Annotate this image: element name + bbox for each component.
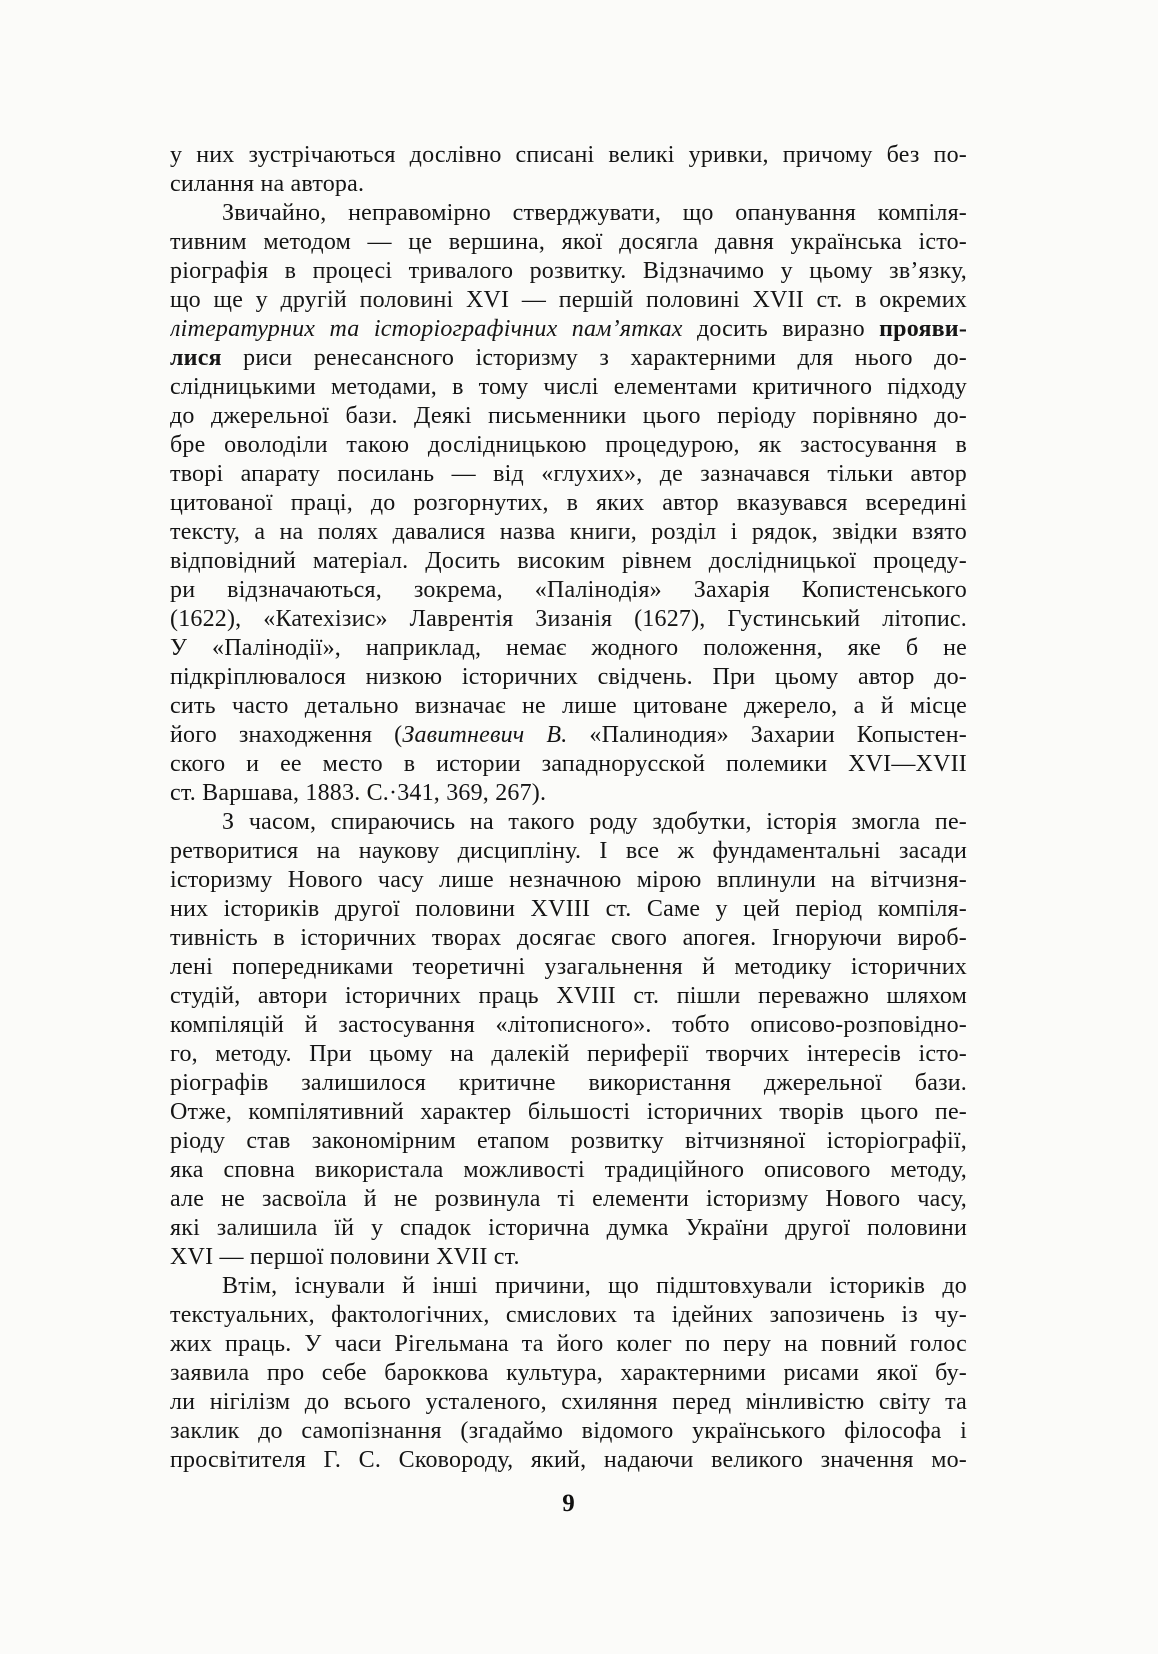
text-segment: ріографів залишилося критичне використання джерельної бази. [170, 1070, 967, 1096]
text-line [170, 1214, 967, 1243]
text-segment: ского и ее место в истории западнорусской полемики XVI—XVII [170, 751, 967, 777]
text-line [170, 1388, 967, 1417]
text-line [170, 837, 967, 866]
text-segment: компіляцій й застосування «літописного». тобто описово-розповідно- [170, 1012, 967, 1038]
text-line [170, 1185, 967, 1214]
text-line [170, 460, 967, 489]
text-segment: З часом, спираючись на такого роду здобутки, історія змогла пе- [222, 809, 967, 835]
text-line [170, 924, 967, 953]
text-segment: слідницькими методами, в тому числі елементами критичного підходу [170, 374, 967, 400]
text-segment: студій, автори історичних праць XVIII ст. пішли переважно шляхом [170, 983, 967, 1009]
text-line [170, 257, 967, 286]
text-line [170, 1243, 967, 1272]
text-segment: них істориків другої половини XVIII ст. Саме у цей період компіля- [170, 896, 967, 922]
text-segment: Звичайно, неправомірно стверджувати, що опанування компіля- [222, 200, 967, 226]
text-line [170, 1040, 967, 1069]
text-line [170, 1069, 967, 1098]
text-line [170, 692, 967, 721]
text-segment: текстуальних, фактологічних, смислових та ідейних запозичень із чу- [170, 1302, 967, 1328]
text-line [170, 141, 967, 170]
text-segment: тивність в історичних творах досягає свого апогея. Ігноруючи вироб- [170, 925, 967, 951]
text-segment: творі апарату посилань — від «глухих», де зазначався тільки автор [170, 461, 967, 487]
text-segment: лися [170, 345, 222, 371]
text-line [170, 547, 967, 576]
text-segment: у них зустрічаються дослівно списані великі уривки, причому без по- [170, 142, 967, 168]
text-segment: прояви- [879, 316, 967, 342]
text-segment: Завитневич В. [402, 722, 568, 748]
text-line [170, 431, 967, 460]
text-line [170, 170, 967, 199]
page-number: 9 [562, 1490, 575, 1517]
text-line [170, 866, 967, 895]
text-segment: заклик до самопізнання (згадаймо відомого українського філософа і [170, 1418, 967, 1444]
text-line [170, 1301, 967, 1330]
text-line [170, 634, 967, 663]
text-segment: відповідний матеріал. Досить високим рівнем дослідницької процеду- [170, 548, 967, 574]
text-line [170, 199, 967, 228]
text-line [170, 779, 967, 808]
text-line [170, 315, 967, 344]
text-segment: підкріплювалося низкою історичних свідчень. При цьому автор до- [170, 664, 967, 690]
text-line [170, 605, 967, 634]
text-segment: бре оволоділи такою дослідницькою процедурою, як застосування в [170, 432, 967, 458]
text-line [170, 1417, 967, 1446]
text-line [170, 1098, 967, 1127]
text-segment: ріоду став закономірним етапом розвитку вітчизняної історіографії, [170, 1128, 967, 1154]
text-line [170, 373, 967, 402]
text-segment: лені попередниками теоретичні узагальнення й методику історичних [170, 954, 967, 980]
text-segment: риси ренесансного історизму з характерними для нього до- [221, 345, 967, 371]
text-segment: жих праць. У часи Рігельмана та його колег по перу на повний голос [170, 1331, 967, 1357]
text-segment: Отже, компілятивний характер більшості історичних творів цього пе- [170, 1099, 967, 1125]
text-segment: яка сповна використала можливості традиційного описового методу, [170, 1157, 967, 1183]
text-segment: досить виразно [682, 316, 880, 342]
text-segment: тивним методом — це вершина, якої досягла давня українська істо- [170, 229, 967, 255]
text-line [170, 402, 967, 431]
text-segment: го, методу. При цьому на далекій периферії творчих інтересів істо- [170, 1041, 967, 1067]
text-line [170, 344, 967, 373]
text-segment: але не засвоїла й не розвинула ті елементи історизму Нового часу, [170, 1186, 967, 1212]
text-line [170, 228, 967, 257]
text-line [170, 1330, 967, 1359]
text-segment: просвітителя Г. С. Сковороду, який, надаючи великого значення мо- [170, 1447, 967, 1473]
text-segment: цитованої праці, до розгорнутих, в яких автор вказувався всередині [170, 490, 967, 516]
text-segment: історизму Нового часу лише незначною мірою вплинули на вітчизня- [170, 867, 967, 893]
text-segment: літературних та історіографічних пам’ятках [170, 316, 683, 342]
text-segment: ретворитися на наукову дисципліну. І все ж фундаментальні засади [170, 838, 967, 864]
text-segment: «Палинодия» Захарии Копыстен- [567, 722, 967, 748]
text-line [170, 286, 967, 315]
text-line [170, 1359, 967, 1388]
text-segment: що ще у другій половині XVI — першій половині XVII ст. в окремих [170, 287, 967, 313]
text-segment: заявила про себе бароккова культура, характерними рисами якої бу- [170, 1360, 967, 1386]
text-line [170, 1127, 967, 1156]
text-segment: його знаходження ( [170, 722, 403, 748]
text-segment: Втім, існували й інші причини, що підштовхували істориків до [222, 1273, 967, 1299]
text-line [170, 1156, 967, 1185]
text-segment: ри відзначаються, зокрема, «Палінодія» Захарія Копистенського [170, 577, 967, 603]
text-line [170, 1011, 967, 1040]
text-segment: до джерельної бази. Деякі письменники цього періоду порівняно до- [170, 403, 967, 429]
text-segment: XVI — першої половини XVII ст. [170, 1244, 520, 1270]
text-line [170, 721, 967, 750]
text-segment: тексту, а на полях давалися назва книги, розділ і рядок, звідки взято [170, 519, 967, 545]
text-line [170, 750, 967, 779]
text-line [170, 663, 967, 692]
text-line [170, 808, 967, 837]
text-segment: ли нігілізм до всього усталеного, схиляння перед мінливістю світу та [170, 1389, 967, 1415]
text-segment: які залишила їй у спадок історична думка України другої половини [170, 1215, 967, 1241]
text-line [170, 953, 967, 982]
text-segment: У «Палінодії», наприклад, немає жодного положення, яке б не [170, 635, 967, 661]
text-line [170, 982, 967, 1011]
text-line [170, 489, 967, 518]
text-line [170, 1446, 967, 1475]
text-line [170, 895, 967, 924]
text-segment: (1622), «Катехізис» Лаврентія Зизанія (1627), Густинський літопис. [170, 606, 967, 632]
text-segment: ріографія в процесі тривалого розвитку. Відзначимо у цьому зв’язку, [170, 258, 967, 284]
text-line [170, 518, 967, 547]
text-segment: ст. Варшава, 1883. С.·341, 369, 267). [170, 780, 547, 806]
text-line [170, 576, 967, 605]
text-segment: сить часто детально визначає не лише цитоване джерело, а й місце [170, 693, 967, 719]
text-segment: силання на автора. [170, 171, 365, 197]
text-line [170, 1272, 967, 1301]
page-text [170, 141, 967, 1475]
